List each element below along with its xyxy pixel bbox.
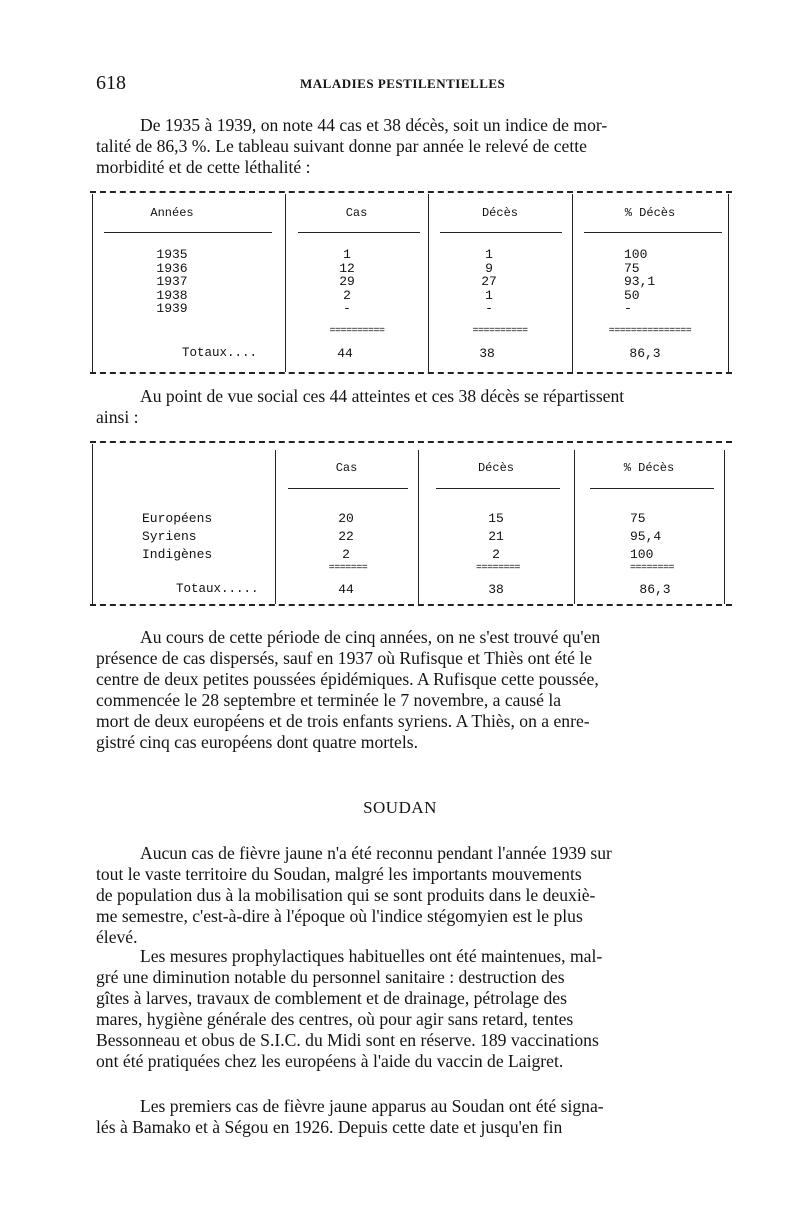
- text-line: Aucun cas de fièvre jaune n'a été reconnu pendant l'année 1939 sur: [140, 843, 612, 863]
- table-cell: 29: [339, 274, 355, 289]
- separator-deces: ==========: [472, 326, 528, 337]
- header-underline: [288, 488, 408, 489]
- table-social: [90, 436, 732, 616]
- table-cell: 75: [624, 260, 640, 276]
- pct-column: [624, 248, 668, 316]
- table-cell: 21: [488, 529, 504, 544]
- table-rule: [285, 194, 286, 372]
- text-line: me semestre, c'est-à-dire à l'époque où l'indice stégomyien est le plus: [96, 906, 583, 926]
- text-line: Au point de vue social ces 44 atteintes et ces 38 décès se répartissent: [140, 386, 625, 406]
- header-underline: [590, 488, 714, 489]
- text-line: De 1935 à 1939, on note 44 cas et 38 décès, soit un indice de mor-: [140, 115, 608, 135]
- text-line: Bessonneau et obus de S.I.C. du Midi sont en réserve. 189 vaccinations: [96, 1030, 599, 1050]
- col-header-annees: Années: [150, 206, 194, 220]
- origin-column: [142, 510, 252, 564]
- table-cell: 22: [338, 529, 354, 544]
- table-cell: -: [624, 301, 632, 316]
- paragraph-first-cases: [96, 1096, 722, 1138]
- table-cell: Européens: [142, 511, 213, 526]
- years-column: [152, 248, 192, 316]
- text-line: mares, hygiène générale des centres, où pour agir sans retard, tentes: [96, 1009, 574, 1029]
- totals-pct: 86,3: [639, 582, 671, 597]
- totals-label: Totaux....: [182, 346, 258, 360]
- cas-column: [330, 248, 364, 316]
- header-underline: [584, 232, 722, 233]
- table-cell: 1936: [156, 260, 188, 276]
- cas-column: [326, 510, 366, 564]
- table-cell: 1935: [156, 247, 188, 262]
- table-cell: 75: [630, 511, 646, 526]
- table-cell: 2: [342, 547, 350, 562]
- table-rule: [92, 194, 93, 372]
- table-cell: 1: [485, 247, 493, 262]
- table-rule: [428, 194, 429, 372]
- table-cell: 1938: [156, 287, 188, 303]
- table-cell: 15: [488, 511, 504, 526]
- table-border-bottom: [90, 604, 732, 606]
- text-line: ont été pratiquées chez les européens à l'aide du vaccin de Laigret.: [96, 1051, 564, 1071]
- table-cell: 2: [492, 547, 500, 562]
- totals-deces: 38: [488, 582, 504, 597]
- table-cell: -: [343, 301, 351, 316]
- text-line: ainsi :: [96, 407, 139, 427]
- text-line: tout le vaste territoire du Soudan, malgré les importants mouvements: [96, 864, 582, 884]
- text-line: gistré cinq cas européens dont quatre mortels.: [96, 732, 418, 752]
- separator-cas: =======: [328, 563, 368, 574]
- totals-cas: 44: [338, 582, 354, 597]
- col-header-pct: % Décès: [623, 461, 675, 475]
- col-header-pct: % Décès: [624, 206, 676, 220]
- table-cell: 100: [624, 247, 648, 262]
- deces-column: [472, 248, 506, 316]
- header-underline: [436, 488, 560, 489]
- totals-pct: 86,3: [629, 346, 661, 361]
- header-underline: [104, 232, 272, 233]
- separator-pct: ===============: [608, 326, 692, 337]
- totals-cas: 44: [337, 346, 353, 361]
- table-cell: 93,1: [624, 274, 656, 289]
- table-cell: Indigènes: [142, 547, 213, 562]
- text-line: gîtes à larves, travaux de comblement et de drainage, pétrolage des: [96, 988, 567, 1008]
- totals-deces: 38: [479, 346, 495, 361]
- table-cell: 95,4: [630, 529, 662, 544]
- table-rule: [724, 450, 725, 604]
- page-number: 618: [96, 72, 126, 94]
- text-line: lés à Bamako et à Ségou en 1926. Depuis cette date et jusqu'en fin: [96, 1117, 563, 1137]
- social-paragraph: [96, 386, 722, 428]
- intro-paragraph: [96, 115, 722, 178]
- table-cell: 20: [338, 511, 354, 526]
- col-header-cas: Cas: [345, 206, 368, 220]
- text-line: Les mesures prophylactiques habituelles ont été maintenues, mal-: [140, 946, 603, 966]
- text-line: mort de deux européens et de trois enfants syriens. A Thiès, on a enre-: [96, 711, 590, 731]
- text-line: morbidité et de cette léthalité :: [96, 157, 311, 177]
- paragraph-rufisque-thies: [96, 627, 722, 753]
- table-cell: 2: [343, 287, 351, 303]
- col-header-deces: Décès: [477, 461, 514, 475]
- table-cell: 1: [485, 287, 493, 303]
- table-border-top: [90, 191, 732, 193]
- table-cell: Syriens: [142, 529, 197, 544]
- table-cell: 1937: [156, 274, 188, 289]
- table-annual: [90, 186, 732, 382]
- text-line: talité de 86,3 %. Le tableau suivant donne par année le relevé de cette: [96, 136, 587, 156]
- separator-pct: ========: [629, 563, 674, 574]
- table-cell: -: [485, 301, 493, 316]
- table-border-top: [90, 441, 732, 443]
- separator-deces: ========: [475, 563, 520, 574]
- table-rule: [572, 194, 573, 372]
- paragraph-prophylaxis: [96, 946, 722, 1072]
- table-border-bottom: [90, 372, 732, 374]
- deces-column: [476, 510, 516, 564]
- col-header-deces: Décès: [481, 206, 518, 220]
- table-cell: 1: [343, 247, 351, 262]
- separator-cas: ==========: [329, 326, 385, 337]
- table-rule: [92, 444, 93, 604]
- text-line: Les premiers cas de fièvre jaune apparus au Soudan ont été signa-: [140, 1096, 604, 1116]
- table-cell: 1939: [156, 301, 188, 316]
- table-rule: [728, 194, 729, 372]
- pct-column: [630, 510, 680, 564]
- text-line: gré une diminution notable du personnel sanitaire : destruction des: [96, 967, 565, 987]
- text-line: Au cours de cette période de cinq années, on ne s'est trouvé qu'en: [140, 627, 601, 647]
- table-cell: 12: [339, 260, 355, 276]
- table-cell: 50: [624, 287, 640, 303]
- table-cell: 27: [481, 274, 497, 289]
- table-cell: 9: [485, 260, 493, 276]
- paragraph-soudan-1939: [96, 843, 722, 948]
- text-line: présence de cas dispersés, sauf en 1937 où Rufisque et Thiès ont été le: [96, 648, 593, 668]
- running-title: MALADIES PESTILENTIELLES: [300, 76, 506, 91]
- header-underline: [440, 232, 562, 233]
- col-header-cas: Cas: [335, 461, 358, 475]
- text-line: centre de deux petites poussées épidémiques. A Rufisque cette poussée,: [96, 669, 599, 689]
- text-line: élevé.: [96, 927, 138, 947]
- section-title-soudan: SOUDAN: [363, 798, 437, 817]
- table-cell: 100: [630, 547, 654, 562]
- text-line: commencée le 28 septembre et terminée le 7 novembre, a causé la: [96, 690, 562, 710]
- text-line: de population dus à la mobilisation qui se sont produits dans le deuxiè-: [96, 885, 596, 905]
- header-underline: [298, 232, 420, 233]
- totals-label: Totaux.....: [176, 582, 259, 596]
